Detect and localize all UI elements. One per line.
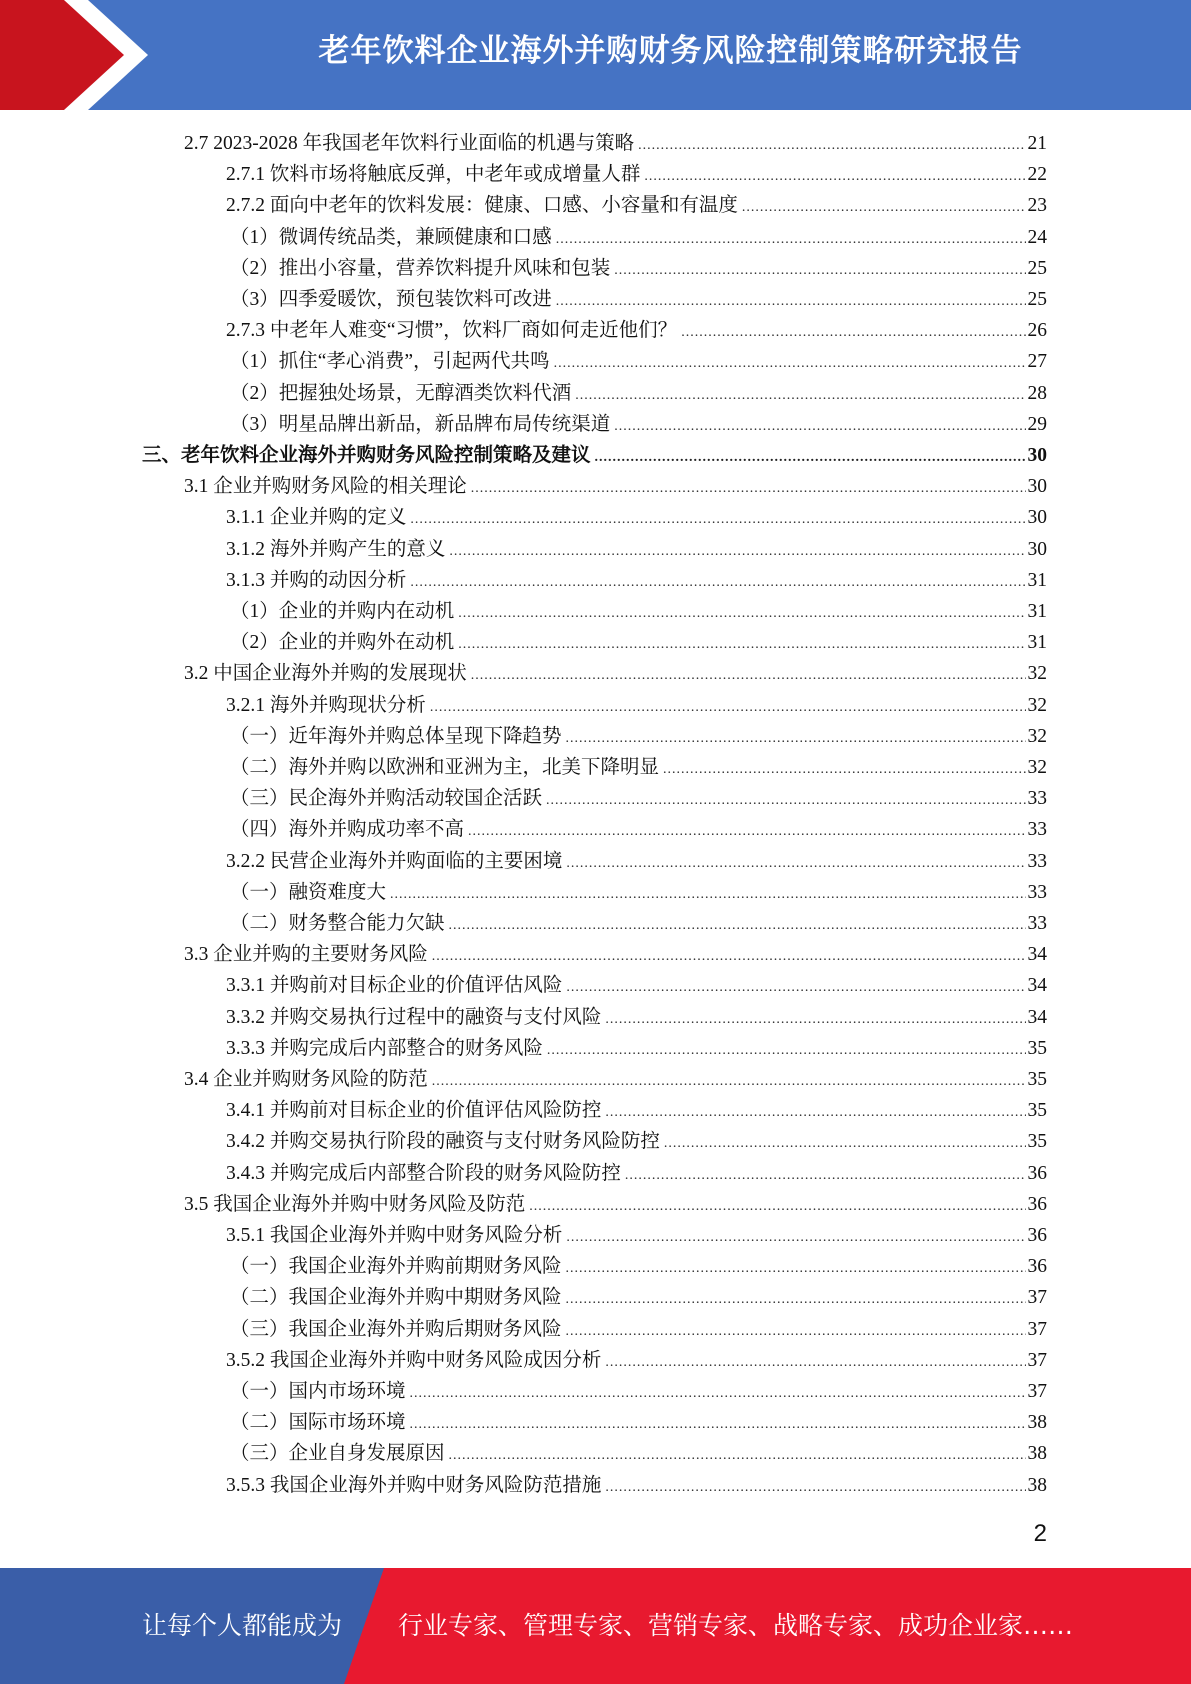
toc-entry-title: 2.7.2 面向中老年的饮料发展：健康、口感、小容量和有温度 xyxy=(226,195,738,217)
toc-leader-dots xyxy=(468,816,1025,847)
toc-entry-page: 35 xyxy=(1027,1069,1047,1090)
toc-entry-title: （一）我国企业海外并购前期财务风险 xyxy=(230,1256,562,1278)
toc-entry[interactable] xyxy=(226,159,1047,190)
toc-entry-title: 2.7.1 饮料市场将触底反弹，中老年或成增量人群 xyxy=(226,164,641,186)
toc-entry[interactable] xyxy=(226,1220,1047,1251)
page-number: 2 xyxy=(1033,1520,1047,1547)
toc-entry-page: 25 xyxy=(1027,257,1047,279)
toc-entry-page: 27 xyxy=(1027,351,1047,373)
toc-entry-title: 3.1.1 企业并购的定义 xyxy=(226,507,407,529)
toc-entry-title: 3.4 企业并购财务风险的防范 xyxy=(184,1069,428,1090)
toc-entry[interactable] xyxy=(226,565,1047,596)
toc-entry-page: 31 xyxy=(1027,632,1047,654)
toc-entry[interactable] xyxy=(226,534,1047,565)
toc-entry[interactable] xyxy=(230,1282,1047,1313)
toc-entry[interactable] xyxy=(230,1438,1047,1469)
toc-entry[interactable] xyxy=(230,877,1047,908)
toc-entry-page: 33 xyxy=(1027,913,1047,934)
toc-leader-dots xyxy=(566,1316,1026,1347)
toc-entry-page: 30 xyxy=(1027,445,1047,466)
toc-leader-dots xyxy=(566,1253,1026,1284)
toc-leader-dots xyxy=(554,348,1026,379)
toc-entry-page: 34 xyxy=(1027,1006,1047,1028)
toc-entry-page: 37 xyxy=(1027,1381,1047,1402)
toc-leader-dots xyxy=(547,1035,1026,1066)
toc-entry-page: 36 xyxy=(1027,1193,1047,1215)
toc-leader-dots xyxy=(566,1222,1025,1253)
toc-entry[interactable] xyxy=(226,846,1047,877)
toc-entry[interactable] xyxy=(230,1376,1047,1407)
toc-entry-page: 32 xyxy=(1027,757,1047,778)
toc-entry-page: 34 xyxy=(1027,975,1047,997)
toc-entry-title: （1）企业的并购内在动机 xyxy=(230,601,455,622)
toc-entry[interactable] xyxy=(230,409,1047,440)
toc-entry[interactable] xyxy=(230,346,1047,377)
page-footer xyxy=(0,1568,1191,1684)
toc-entry-title: （2）企业的并购外在动机 xyxy=(230,632,455,654)
toc-entry-page: 38 xyxy=(1027,1474,1047,1496)
toc-leader-dots xyxy=(625,1160,1026,1191)
toc-entry-title: （2）推出小容量，营养饮料提升风味和包装 xyxy=(230,257,611,279)
toc-entry[interactable] xyxy=(226,315,1047,346)
toc-leader-dots xyxy=(390,879,1025,910)
toc-leader-dots xyxy=(449,910,1026,941)
toc-entry[interactable] xyxy=(184,939,1047,970)
toc-leader-dots xyxy=(410,504,1025,535)
toc-entry[interactable] xyxy=(230,253,1047,284)
toc-entry-title: 2.7.3 中老年人难变“习惯”，饮料厂商如何走近他们？ xyxy=(226,320,678,342)
toc-entry[interactable] xyxy=(226,190,1047,221)
toc-entry[interactable] xyxy=(226,1158,1047,1189)
toc-entry[interactable] xyxy=(226,1033,1047,1064)
toc-entry[interactable] xyxy=(230,222,1047,253)
toc-leader-dots xyxy=(614,255,1025,286)
toc-leader-dots xyxy=(566,723,1026,754)
toc-entry-title: 3.5 我国企业海外并购中财务风险及防范 xyxy=(184,1193,526,1215)
toc-entry-page: 30 xyxy=(1027,476,1047,498)
toc-entry-title: 3.4.1 并购前对目标企业的价值评估风险防控 xyxy=(226,1100,602,1122)
toc-leader-dots xyxy=(575,380,1025,411)
header-arrow-decoration xyxy=(0,0,160,110)
toc-entry[interactable] xyxy=(230,783,1047,814)
toc-leader-dots xyxy=(681,317,1025,348)
toc-entry-page: 23 xyxy=(1027,195,1047,217)
toc-entry-page: 36 xyxy=(1027,1256,1047,1278)
toc-entry-title: 3.4.3 并购完成后内部整合阶段的财务风险防控 xyxy=(226,1162,621,1184)
toc-leader-dots xyxy=(663,754,1025,785)
toc-entry[interactable] xyxy=(230,752,1047,783)
toc-entry-title: （一）融资难度大 xyxy=(230,881,387,903)
footer-slogan-right: 行业专家、管理专家、营销专家、战略专家、成功企业家…… xyxy=(398,1611,1074,1640)
toc-entry[interactable] xyxy=(226,1095,1047,1126)
toc-leader-dots xyxy=(566,972,1025,1003)
toc-entry[interactable] xyxy=(230,1314,1047,1345)
toc-entry-page: 31 xyxy=(1027,601,1047,622)
toc-entry-page: 36 xyxy=(1027,1225,1047,1246)
toc-entry-page: 33 xyxy=(1027,850,1047,872)
toc-leader-dots xyxy=(449,536,1025,567)
toc-entry-title: （三）我国企业海外并购后期财务风险 xyxy=(230,1318,562,1340)
toc-entry-title: 3.1 企业并购财务风险的相关理论 xyxy=(184,476,467,498)
toc-entry-title: 3.5.2 我国企业海外并购中财务风险成因分析 xyxy=(226,1349,602,1371)
toc-entry-title: （一）近年海外并购总体呈现下降趋势 xyxy=(230,725,562,747)
toc-entry-page: 32 xyxy=(1027,725,1047,747)
toc-entry[interactable] xyxy=(142,440,1047,471)
toc-entry-page: 33 xyxy=(1027,788,1047,810)
toc-entry-title: （二）海外并购以欧洲和亚洲为主，北美下降明显 xyxy=(230,757,660,778)
toc-entry-page: 29 xyxy=(1027,413,1047,435)
toc-entry-title: 3.2 中国企业海外并购的发展现状 xyxy=(184,663,467,685)
toc-entry[interactable] xyxy=(230,284,1047,315)
toc-leader-dots xyxy=(458,629,1025,660)
toc-entry-page: 36 xyxy=(1027,1162,1047,1184)
toc-leader-dots xyxy=(605,1004,1025,1035)
toc-entry-title: （二）财务整合能力欠缺 xyxy=(230,913,445,934)
toc-leader-dots xyxy=(595,442,1026,473)
toc-entry[interactable] xyxy=(226,1345,1047,1376)
toc-leader-dots xyxy=(410,567,1025,598)
toc-entry[interactable] xyxy=(226,1470,1047,1501)
toc-entry-page: 32 xyxy=(1027,694,1047,716)
toc-leader-dots xyxy=(664,1128,1026,1159)
toc-entry[interactable] xyxy=(230,1407,1047,1438)
toc-entry-page: 35 xyxy=(1027,1037,1047,1059)
toc-entry-title: （1）抓住“孝心消费”，引起两代共鸣 xyxy=(230,351,550,373)
toc-entry[interactable] xyxy=(184,658,1047,689)
toc-entry-page: 38 xyxy=(1027,1443,1047,1465)
report-title: 老年饮料企业海外并购财务风险控制策略研究报告 xyxy=(318,33,1023,69)
toc-entry-page: 38 xyxy=(1027,1412,1047,1434)
toc-entry-title: 3.4.2 并购交易执行阶段的融资与支付财务风险防控 xyxy=(226,1131,660,1153)
toc-entry-title: 3.5.1 我国企业海外并购中财务风险分析 xyxy=(226,1225,563,1246)
toc-entry[interactable] xyxy=(230,627,1047,658)
toc-entry-title: （1）微调传统品类，兼顾健康和口感 xyxy=(230,226,552,248)
toc-leader-dots xyxy=(614,411,1025,442)
toc-entry[interactable] xyxy=(230,908,1047,939)
toc-entry-page: 28 xyxy=(1027,382,1047,404)
toc-entry-title: 3.3 企业并购的主要财务风险 xyxy=(184,944,428,966)
toc-entry-title: 3.3.2 并购交易执行过程中的融资与支付风险 xyxy=(226,1006,602,1028)
toc-leader-dots xyxy=(529,1191,1025,1222)
toc-entry-title: （一）国内市场环境 xyxy=(230,1381,406,1402)
toc-leader-dots xyxy=(605,1347,1025,1378)
toc-entry-page: 30 xyxy=(1027,507,1047,529)
toc-leader-dots xyxy=(546,785,1025,816)
toc-entry-page: 37 xyxy=(1027,1318,1047,1340)
toc-leader-dots xyxy=(471,660,1026,691)
toc-entry[interactable] xyxy=(184,1189,1047,1220)
toc-entry-page: 24 xyxy=(1027,226,1047,248)
toc-leader-dots xyxy=(566,848,1025,879)
page-header xyxy=(0,0,1191,110)
toc-entry-title: （三）企业自身发展原因 xyxy=(230,1443,445,1465)
toc-leader-dots xyxy=(430,692,1026,723)
toc-entry-page: 32 xyxy=(1027,663,1047,685)
toc-entry-title: （四）海外并购成功率不高 xyxy=(230,819,465,841)
toc-entry-title: （2）把握独处场景，无醇酒类饮料代酒 xyxy=(230,382,572,404)
toc-entry-title: 3.3.1 并购前对目标企业的价值评估风险 xyxy=(226,975,563,997)
toc-entry[interactable] xyxy=(230,378,1047,409)
toc-entry-page: 37 xyxy=(1027,1287,1047,1309)
toc-leader-dots xyxy=(556,286,1026,317)
toc-entry-page: 31 xyxy=(1027,569,1047,591)
toc-entry[interactable] xyxy=(184,128,1047,159)
toc-leader-dots xyxy=(410,1409,1026,1440)
toc-leader-dots xyxy=(432,1066,1026,1097)
toc-entry[interactable] xyxy=(230,721,1047,752)
toc-leader-dots xyxy=(742,192,1026,223)
toc-leader-dots xyxy=(638,130,1025,161)
toc-entry-title: （二）国际市场环境 xyxy=(230,1412,406,1434)
toc-entry-title: （二）我国企业海外并购中期财务风险 xyxy=(230,1287,562,1309)
toc-entry[interactable] xyxy=(184,471,1047,502)
toc-entry[interactable] xyxy=(226,970,1047,1001)
toc-entry-title: 3.1.2 海外并购产生的意义 xyxy=(226,538,446,560)
toc-entry-title: 2.7 2023-2028 年我国老年饮料行业面临的机遇与策略 xyxy=(184,133,635,154)
toc-entry[interactable] xyxy=(230,814,1047,845)
toc-entry-title: 3.2.2 民营企业海外并购面临的主要困境 xyxy=(226,850,563,872)
toc-entry-title: （3）四季爱暖饮，预包装饮料可改进 xyxy=(230,289,552,310)
toc-entry-page: 35 xyxy=(1027,1100,1047,1122)
toc-entry[interactable] xyxy=(184,1064,1047,1095)
toc-leader-dots xyxy=(605,1472,1025,1503)
toc-entry-page: 26 xyxy=(1027,320,1047,342)
toc-entry[interactable] xyxy=(230,596,1047,627)
toc-entry-page: 30 xyxy=(1027,538,1047,560)
toc-entry-page: 35 xyxy=(1027,1131,1047,1153)
toc-leader-dots xyxy=(605,1097,1025,1128)
toc-leader-dots xyxy=(458,598,1025,629)
toc-leader-dots xyxy=(410,1378,1026,1409)
toc-leader-dots xyxy=(566,1284,1026,1315)
toc-entry-title: 三、老年饮料企业海外并购财务风险控制策略及建议 xyxy=(142,445,591,466)
toc-leader-dots xyxy=(432,941,1026,972)
toc-leader-dots xyxy=(449,1440,1026,1471)
toc-entry-title: （三）民企海外并购活动较国企活跃 xyxy=(230,788,543,810)
toc-entry-title: 3.3.3 并购完成后内部整合的财务风险 xyxy=(226,1037,543,1059)
toc-entry-page: 33 xyxy=(1027,819,1047,841)
toc-entry-title: 3.5.3 我国企业海外并购中财务风险防范措施 xyxy=(226,1474,602,1496)
toc-entry-page: 21 xyxy=(1027,133,1047,154)
toc-entry[interactable] xyxy=(226,1126,1047,1157)
footer-slogan-left: 让每个人都能成为 xyxy=(142,1611,343,1640)
toc-entry[interactable] xyxy=(226,502,1047,533)
toc-entry-page: 22 xyxy=(1027,164,1047,186)
toc-entry[interactable] xyxy=(226,690,1047,721)
toc-entry-title: 3.2.1 海外并购现状分析 xyxy=(226,694,426,716)
toc-entry-title: 3.1.3 并购的动因分析 xyxy=(226,569,407,591)
toc-entry[interactable] xyxy=(226,1002,1047,1033)
toc-entry[interactable] xyxy=(230,1251,1047,1282)
toc-entry-page: 37 xyxy=(1027,1349,1047,1371)
toc-leader-dots xyxy=(556,224,1026,255)
toc-leader-dots xyxy=(471,473,1026,504)
toc-entry-title: （3）明星品牌出新品，新品牌布局传统渠道 xyxy=(230,413,611,435)
toc-entry-page: 25 xyxy=(1027,289,1047,310)
toc-leader-dots xyxy=(644,161,1025,192)
toc-entry-page: 33 xyxy=(1027,881,1047,903)
toc-entry-page: 34 xyxy=(1027,944,1047,966)
